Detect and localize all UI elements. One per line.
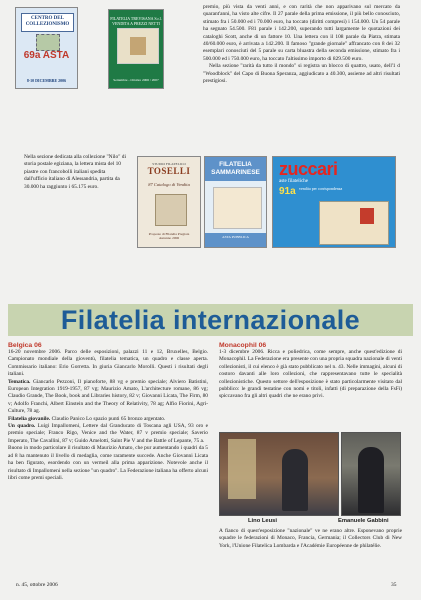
cover-subtitle: 87 Catalogo di Vendita — [148, 182, 190, 187]
cover-picture — [117, 28, 159, 64]
cover-picture — [155, 194, 187, 226]
belgica-tail: Buono in modo particolare il risultato di Maurizio Amato, che pur aumentando i quadri da 5 ad 8 ha mantenuto il livello di medaglia, come raramente succede. Anche Giovanni Licata ha ben figurato, esordendo con un vermeil alla prima apparizione. Notevole anche il risultato di Impallomeni nella sezione "un quadro". La Federazione italiana ha offerto alcuni libri come premi speciali. — [8, 445, 208, 481]
catalog-cover-centro-collezionismo — [15, 7, 78, 89]
belgica-giovanile: Filatelia giovanile. Claudio Panico Lo spazio punti 65 bronzo argentato. — [8, 415, 166, 422]
nilo-collection-text: Nella sezione dedicata alla collezione "Nilo" di storia postale egiziana, la lettera mista del 10 piastre con francobolli italiani spedita dall'ufficio italiano di Alessandria, partita da 30.000 ha raggiunto i 65.175 euro. — [24, 154, 126, 190]
cover-top-label: STUDIO FILATELICO — [152, 162, 186, 166]
photo-emanuele-gabbini — [341, 432, 401, 516]
cover-footer: ASTA PUBBLICA — [205, 233, 266, 247]
cover-title: FILATELIA SAMMARINESE — [205, 157, 266, 181]
section-title-band — [8, 304, 413, 336]
cover-footer: Settembre - Ottobre 2006 / 2007 — [113, 78, 159, 82]
belgica-quadro: Un quadro. Luigi Impallomeni, Lettere dal Granducato di Toscana agli USA, 93 oro e premio speciale; Franco Rigo, Venice and the Water, 87 v premio speciale; Saverio Imperato, The Cavallini, 87 v; Guido Amelotti, Saint Pie V and the Battle of Lepante, 75 a. — [8, 423, 208, 444]
monacophil-heading: Monacophil 06 — [219, 342, 267, 349]
catalog-cover-zuccari — [272, 156, 396, 248]
catalog-cover-toselli — [137, 156, 201, 248]
catalog-cover-filatelia-sammarinese — [204, 156, 267, 248]
footer-page-number: 35 — [391, 582, 397, 588]
cover-title: FILATELIA TREVISANA S.r.l. VENDITA A PREZZI NETTI — [110, 16, 162, 26]
caption-lino-leusi: Lino Leusi — [248, 518, 277, 524]
belgica-heading: Belgica 06 — [8, 342, 42, 349]
cover-title: zuccari — [279, 159, 338, 179]
footer-issue: n. 45, ottobre 2006 — [16, 582, 58, 588]
cover-number: 91a — [279, 186, 296, 197]
catalog-cover-filatelia-trevisana — [108, 9, 164, 89]
monacophil-text: 1-3 dicembre 2006. Ricca e poliedrica, come sempre, anche quest'edizione di Monacophil. La Federazione era presente con una propria squadra nazionale di venti collezionisti, il cui elenco è già stato pubblicato nel n. 43. Nelle immagini, alcuni di costoro davanti alle loro collezioni, che rappresentavano tutte le specialità collezionistiche. Questo settore dell'esposizione è stato particolarmente visitato dal pubblico: le grandi testatine con nomi e titoli, infatti (di preparazione della FsFi) spiccavano fra gli altri quadri che ne erano privi. — [219, 349, 402, 400]
top-right-article-text: premio, più vista da venti anni, e con rarità che non apparivano sul mercato da quarant'anni, ha visto alte cifre. Il 27 parale della prima emissione, il più bello conosciuto, stimato fra i 50.000 ed i 70.000 euro, ha toccato (diritti compresi) i 154.000. Un 54 parale ha segnato 54.500. F81 parale i 142.200, superando tutti largamente le quotazioni dei cataloghi Scott, anche di un fattore 10. Una lettera con il 108 parale da Piatra, stimata 40/60.000 euro, è arrivata a 142.200. Il famoso "grande giornale" affrancato con 8 dei 32 esemplari conosciuti del 5 parale su carta bluastra della seconda emissione, stimato fra i 500.000 ed i 750.000 euro, ha toccato l'altissimo importo di 829.500 euro. Nella sezione "rarità da tutto il mondo" si registra un blocco di quattro, usato, dell'1 d "Woodblock" del Capo di Buona Speranza, aggiudicato a 40.300, assieme ad altri risultati prestigiosi. — [203, 4, 400, 85]
belgica-article — [8, 342, 208, 482]
cover-number-sub: vendita per corrispondenza — [299, 186, 343, 191]
cover-title: CENTRO DEL COLLEZIONISMO — [21, 13, 74, 32]
cover-picture — [319, 201, 389, 245]
monacophil-article — [219, 342, 402, 401]
cover-asta-label: 69a ASTA — [23, 50, 70, 61]
belgica-intro: 16-20 novembre 2006. Parco delle esposizioni, palazzi 11 e 12, Bruxelles, Belgio. Campionato mondiale della gioventù, filatelia tematica, un quadro e classe aperta. Commissario italiano: Erio Gorretta. In giuria Giancarlo Morolli. Questi i risultati degli italiani. — [8, 349, 208, 378]
monacophil-tail: A fianco di quest'esposizione "nazionale" ve ne erano altre. Esponevano proprie squadre le federazioni di Monaco, Francia, Germania; il Collectors Club di New York, l'Unione Filatelica Lombarda e l'Académie Européenne de philatélie. — [219, 528, 402, 549]
section-title: Filatelia internazionale — [60, 305, 361, 335]
cover-title: TOSELLI — [147, 166, 191, 176]
caption-emanuele-gabbini: Emanuele Gabbini — [338, 518, 389, 524]
belgica-tematica: Tematica. Giancarlo Pezzoni, Il pianoforte, 88 vg e premio speciale; Alviero Batistini, European Integration 1919-1957, 87 vg; Maurizio Amato, L'architecture romane, 86 vg; Claudio Grande, The Book, book and Libraries history, 82 v; Giovanni Licata, The Firm, 80 v; Adolfo Franchi, Albert Einstein and the Theory of Relativity, 78 ag; Alfio Fiorini, Agri-Culture, 78 ag. — [8, 378, 208, 415]
photo-lino-leusi — [219, 432, 339, 516]
cover-date: 8-10 DICEMBRE 2006 — [26, 78, 67, 83]
cover-subtitle: aste filateliche — [279, 179, 309, 184]
cover-picture — [213, 187, 262, 229]
stamp-image — [36, 34, 60, 51]
cover-footer: Proposte di Filatelia Pregiata Autunno 2006 — [148, 232, 190, 240]
